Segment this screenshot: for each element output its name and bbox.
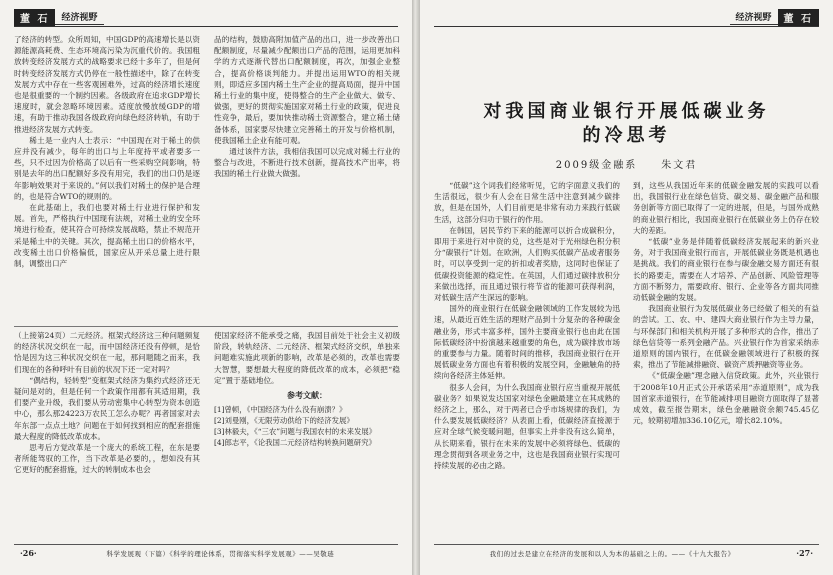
footer-text: 我们的过去是建立在经济的发展和以人为本的基础之上的。——《十九大报告》 (489, 549, 735, 558)
paragraph: “低碳”业务是伴随着低碳经济发展起来的新兴业务，对于我国商业银行而言，开展低碳业务既是机遇也是挑战。我们的商业银行在参与碳金融交易方面还有很长的路要走，需要在人才培养、产品创新、风险管理等方面不断努力，需要政府、银行、企业等各方面共同推动低碳金融的发展。 (633, 237, 819, 303)
header-tag: 董 石 (778, 9, 819, 26)
header-section: 经济视野 (730, 9, 778, 25)
header-tag: 董 石 (14, 9, 55, 26)
article-author: 2009级金融系 朱文君 (555, 160, 698, 171)
reference-item: [1]曾顿，《中国经济为什么没有崩溃？》 (214, 405, 347, 415)
article-title-line1: 对我国商业银行开展低碳业务 (483, 101, 770, 122)
right-col2 (633, 180, 819, 535)
paragraph: 使国家经济不能承受之痛，我国目前处于社会主义初级阶段，转轨经济、二元经济、框架式经济交织，单独来问题难实施此项新的影响，改革是必须的，改革也需要大智慧，要想最大程度的降低改革的成本，必须把“稳定”置于基础地位。 (214, 331, 400, 385)
paragraph: “偶结构，轻转型”变框架式经济为集约式经济还无疑问是对的，但是任何一个政策作用都有其适用期，我们要产业升级，我们要从劳动密集中心转型为资本创造中心，那么那24223万农民工怎么办呢？再者国家对去年东部一点点土地？问题在于如何找到相应的配套措施最大程度的降低改革成本。 (14, 375, 200, 441)
paragraph: 在韩国，居民节约下来的能源可以折合成碳积分，即用于来进行对中资的兑，这些是对于光州绿色积分积分“碳银行”计划。在欧洲，人们购买低碳产品或者服务时，可以享受到一定的折扣或者奖励，这同时也保证了低碳投资能源的稳定性。在英国，人们通过碳排放积分来做出选择，而且通过银行将节省的能源可获得利润，对低碳生活产生深远的影响。 (434, 225, 620, 303)
paragraph: 在此基础上，我们也要对稀土行业进行保护和发展。首先，严格执行中国现有法规，对稀土业的安全环境进行检查，使其符合可持续发展战略，禁止不规范开采是稀土中的关键。其次，提高稀土出口的价格水平，改变稀土出口价格偏低，国家应从开采总量上进行限制，调整出口产 (14, 203, 200, 269)
paragraph: 国外的商业银行在低碳金融领域的工作发展较为迅速，从最近百姓生活的理财产品到十分复杂的各种碳金融业务，形式丰富多样，国外主要商业银行也由此在国际低碳经济中扮演越来越重要的角色，成为碳排放市场的重要参与力量。随着时间的推移，我国商业银行在开展低碳业务方面也有着积极的发展空间，金融触角的持续向各经济主体延伸。 (434, 304, 620, 381)
right-page-header (730, 8, 820, 26)
paragraph: 《“低碳金融”理念融入信贷政策。此外，兴业银行于2008年10月正式公开承诺采用“赤道原则”，成为我国首家赤道银行，在节能减排项目融资方面取得了显著成效，截至报告期末，绿色金融融资余额745.45亿元，较期初增加336.10亿元，增长82.10%。 (633, 371, 819, 426)
paragraph: 通过该件方法，我相信我国可以完成对稀土行业的整合与改进，不断进行技术创新，提高技术产出率，将我国的稀土行业做大做强。 (214, 147, 400, 179)
right-page (420, 0, 833, 575)
paragraph: 稀土是一业内人士表示：“中国现在对于稀土的供应并没有减少，每年的出口与上年度持平或者要多一些，只不过因为价格高了以后有一些采购空间影响，特别是去年的出口配额好多没有用完，我们的出口仍是逐年影响效果对于来说的。”何以我们对稀土的保护是合理的，也是符合WTO的规则的。 (14, 135, 200, 201)
paragraph: 我国商业银行为发展低碳业务已经做了相关的有益的尝试。工、农、中、建四大商业银行作为主导力量，与环保部门和相关机构开展了多种形式的合作，推出了绿色信贷等一系列金融产品。兴业银行作为首家采纳赤道原则的国内银行，在低碳金融领域进行了积极的探索，推出了节能减排融资、碳资产质押融资等业务。 (633, 304, 819, 370)
right-footer (434, 544, 819, 561)
header-rule (434, 26, 819, 27)
left-col1-top (14, 34, 200, 324)
left-page-header (14, 8, 104, 26)
references-title: 参考文献： (287, 390, 327, 401)
page-number: ·27· (796, 548, 813, 558)
paragraph: 了经济的转型。众所周知，中国GDP的高速增长是以资源能源高耗费、生态环境高污染为沉重代价的。我国粗放转变经济发展方式的战略要求已经十多年了，但是何时转变经济发展方式仍停在一般性描述中，除了在转变发展方式中存在一些客观困难外，过高的经济增长速度也是很重要的一个制约因素。各级政府在追求GDP增长速度时，就会忽略环境因素。适度放慢放缓GDP的增速，有助于推动我国各级政府向绿色经济转轨，有助于推进经济发展方式转变。 (14, 35, 200, 134)
left-page (0, 0, 412, 575)
header-rule (14, 26, 398, 27)
paragraph: 很多人会问，为什么我国商业银行应当重视开展低碳业务？如果说发达国家对绿色金融最建立在其成熟的经济之上，那么，对于两者已合乎市场规律的我们，为什么要发展低碳经济？从表面上看，低碳经济直接源于应对全球气候变暖问题，但事实上并非没有这么简单，从长期来看，银行在未来的发展中必须将绿色、低碳的理念贯彻到各项业务之中，这也是我国商业银行实现可持续发展的必由之路。 (434, 382, 620, 471)
page-number: ·26· (20, 548, 37, 558)
left-footer (14, 544, 398, 561)
section-divider (14, 326, 398, 327)
left-col2-top (214, 34, 400, 324)
header-section: 经济视野 (55, 9, 103, 25)
paragraph: 品的结构，鼓励高附加值产品的出口，进一步改善出口配额制度，尽量减少配额出口产品的范围，运用更加科学的方式逐渐代替出口配额制度，再次，加强企业整合，提高价格谈判能力。并提出运用WTO的相关规则，即适应多国内稀土生产企业的提高局面，提升中国稀土行业的集中度，使得整合的生产企业做大、做专、做强，更好的贯彻实施国家对稀土行业的政策，促进良性竞争，最后，要加快推动稀土资源整合，建立稀土储备体系，国家要尽快建立完善稀土的开发与价格机制，使我国稀土企业有能可观。 (214, 35, 400, 145)
paragraph: （上接第24页）二元经济。框架式经济这三种问题频复的经济状况交织在一起，而中国经济还没有停顿，是恰恰是因为这三种状况交织在一起，那问题随之而来，我们现在的各种呼叶有目前的状况下还一定对吗？ (14, 331, 200, 374)
paragraph: “低碳”这个词我们经常听见，它的字面意义我们的生活很远，很少有人会在日常生活中注意到减少碳排放，但是在国外，人们目前更是非常有动力来践行低碳生活，这部分归功于银行的作用。 (434, 181, 620, 224)
book-gutter (412, 0, 420, 575)
reference-item: [2]刘曼刚，《无限劳动供给下的经济发展》 (214, 416, 354, 426)
footer-text: 科学发展观（下篇）《科学的理论体系，贯彻落实科学发展观》——吴敬琏 (106, 549, 335, 558)
reference-item: [4]郎志平，《论我国二元经济结构转换问题研究》 (214, 438, 376, 448)
right-col1 (434, 180, 620, 535)
article-title-block (434, 100, 819, 171)
article-title-line2: 的冷思考 (582, 125, 671, 146)
paragraph: 思考后方觉改革是一个庞大的系统工程，在东是要者所能驾驭的工作，当下改革是必要的，，想如没有其它更好的配套措施，过大的转制成本也会 (14, 443, 200, 475)
left-col2-bottom (214, 330, 400, 535)
left-col1-bottom (14, 330, 200, 535)
paragraph: 到，这些从我国近年来的低碳金融发展的实践可以看出，我国银行业在绿色信贷、碳交易、碳金融产品和服务创新等方面已取得了一定的进展，但是，与国外成熟的商业银行相比，我国商业银行在低碳业务上仍存在较大的差距。 (633, 181, 819, 235)
reference-item: [3]林毅夫，《“三农”问题与我国农村的未来发展》 (214, 427, 377, 437)
